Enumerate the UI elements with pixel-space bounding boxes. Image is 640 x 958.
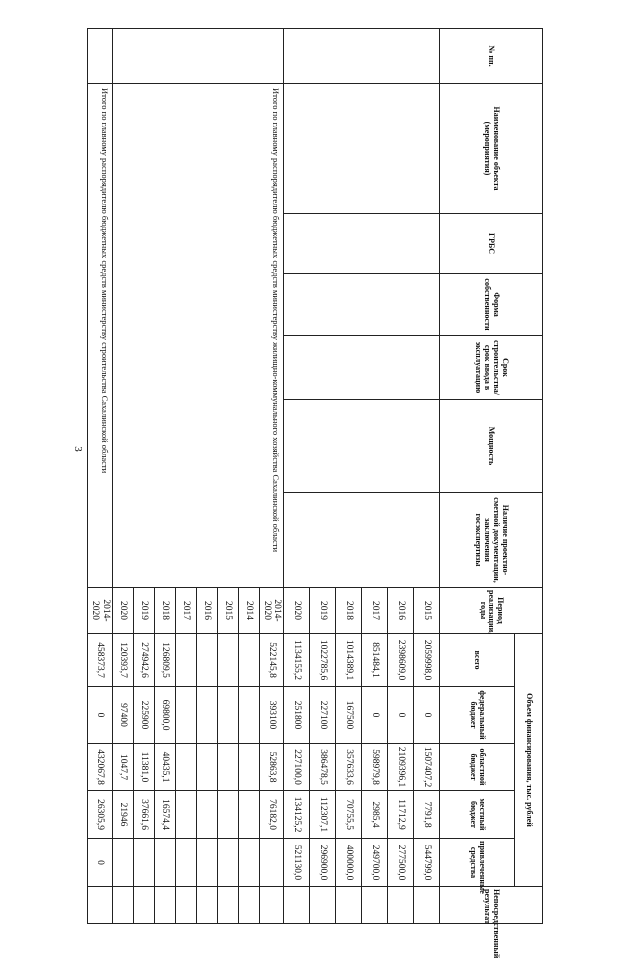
table-row: [88, 29, 113, 924]
cell-total: 274942,6: [134, 634, 155, 687]
cell-attracted: [260, 839, 284, 887]
cell-no: [113, 29, 284, 84]
cell-attracted: [113, 839, 134, 887]
cell-period: 2020: [113, 588, 134, 634]
cell-total: 126809,5: [155, 634, 176, 687]
header-construction: Срок строительства/срок ввода в эксплуатацию: [440, 336, 543, 400]
cell-total: [239, 634, 260, 687]
table-row: [260, 29, 284, 924]
cell-federal: 167500: [336, 687, 362, 744]
header-total: всего: [440, 634, 515, 687]
cell-empty: [284, 214, 440, 274]
cell-federal: 393100: [260, 687, 284, 744]
cell-attracted: 0: [88, 839, 113, 887]
group-label: Итого по главному распорядителю бюджетных средств министерству жилищно-коммунального хозяйства Сахалинской области: [113, 84, 284, 588]
page-number: 3: [71, 446, 84, 452]
cell-result: [113, 887, 134, 924]
cell-local: 26305,9: [88, 791, 113, 839]
cell-total: 458373,7: [88, 634, 113, 687]
rotated-table-wrapper: [90, 28, 543, 958]
cell-federal: [239, 687, 260, 744]
cell-attracted: 296900,0: [310, 839, 336, 887]
cell-federal: 227100: [310, 687, 336, 744]
cell-period: 2020: [284, 588, 310, 634]
cell-local: 2985,4: [362, 791, 388, 839]
cell-result: [239, 887, 260, 924]
cell-period: 2017: [362, 588, 388, 634]
financing-table: [87, 28, 543, 958]
cell-result: [218, 887, 239, 924]
cell-result: [310, 887, 336, 924]
cell-period: 2019: [310, 588, 336, 634]
cell-total: 2059998,0: [414, 634, 440, 687]
cell-no: [88, 29, 113, 84]
cell-regional: 52863,8: [260, 744, 284, 791]
cell-attracted: 277500,0: [388, 839, 414, 887]
cell-regional: 11381,0: [134, 744, 155, 791]
cell-result: [388, 887, 414, 924]
cell-empty: [284, 274, 440, 336]
cell-total: 1022785,6: [310, 634, 336, 687]
cell-federal: 0: [388, 687, 414, 744]
cell-period: 2014: [239, 588, 260, 634]
header-capacity: Мощность: [440, 400, 543, 493]
header-local: местный бюджет: [440, 791, 515, 839]
cell-empty: [284, 493, 440, 588]
cell-local: 7791,8: [414, 791, 440, 839]
cell-federal: 69800,0: [155, 687, 176, 744]
cell-period: 2014-2020: [88, 588, 113, 634]
header-ownership: Форма собственности: [440, 274, 543, 336]
cell-result: [134, 887, 155, 924]
group-label: Итого по главному распорядителю бюджетных средств министерству строительства Сахалинской области: [88, 84, 113, 588]
header-attracted: привлеченные средства: [440, 839, 515, 887]
cell-local: 16574,4: [155, 791, 176, 839]
cell-period: 2016: [197, 588, 218, 634]
cell-attracted: [239, 839, 260, 887]
cell-federal: 0: [88, 687, 113, 744]
cell-local: 112307,1: [310, 791, 336, 839]
table-body: [88, 29, 543, 958]
cell-federal: 0: [414, 687, 440, 744]
cell-local: [218, 791, 239, 839]
cell-local: [176, 791, 197, 839]
cell-result: [155, 887, 176, 924]
cell-regional: [176, 744, 197, 791]
cell-attracted: [197, 839, 218, 887]
cell-regional: 432067,8: [88, 744, 113, 791]
cell-federal: 97400: [113, 687, 134, 744]
cell-federal: 225900: [134, 687, 155, 744]
cell-result: [260, 887, 284, 924]
cell-local: [239, 791, 260, 839]
header-psd: Наличие проектно-сметной документации, заключения госэкспертизы: [440, 493, 543, 588]
cell-regional: [239, 744, 260, 791]
cell-attracted: [155, 839, 176, 887]
cell-regional: 1047,7: [113, 744, 134, 791]
cell-total: 1014389,1: [336, 634, 362, 687]
cell-total: [218, 634, 239, 687]
cell-result: [176, 887, 197, 924]
header-federal: федеральный бюджет: [440, 687, 515, 744]
header-grbs: ГРБС: [440, 214, 543, 274]
cell-regional: 386478,5: [310, 744, 336, 791]
cell-result: [362, 887, 388, 924]
cell-federal: [197, 687, 218, 744]
cell-period: 2018: [336, 588, 362, 634]
cell-empty: [284, 400, 440, 493]
cell-result: [88, 887, 113, 924]
cell-no: [284, 29, 440, 84]
cell-regional: 40435,1: [155, 744, 176, 791]
cell-empty: [284, 336, 440, 400]
cell-period: 2018: [155, 588, 176, 634]
cell-federal: 0: [362, 687, 388, 744]
cell-period: 2015: [218, 588, 239, 634]
cell-local: [197, 791, 218, 839]
cell-period: 2019: [134, 588, 155, 634]
header-funding: Объем финансирования, тыс. рублей: [515, 634, 543, 887]
cell-period: 2014-2020: [260, 588, 284, 634]
cell-federal: [176, 687, 197, 744]
cell-attracted: [176, 839, 197, 887]
cell-period: 2017: [176, 588, 197, 634]
cell-period: 2016: [388, 588, 414, 634]
header-no: № пп.: [440, 29, 543, 84]
cell-result: [336, 887, 362, 924]
cell-regional: 598979,8: [362, 744, 388, 791]
cell-period: 2015: [414, 588, 440, 634]
cell-total: [176, 634, 197, 687]
cell-result: [414, 887, 440, 924]
header-result: Непосредственный результат: [440, 887, 543, 924]
cell-local: 134125,2: [284, 791, 310, 839]
cell-local: 70755,5: [336, 791, 362, 839]
header-period: Период реализации, годы: [440, 588, 543, 634]
cell-regional: 357633,6: [336, 744, 362, 791]
header-row-1: [515, 29, 543, 924]
table-row: [414, 29, 440, 924]
cell-regional: 2109396,1: [388, 744, 414, 791]
cell-federal: 251800: [284, 687, 310, 744]
cell-federal: [218, 687, 239, 744]
cell-attracted: [134, 839, 155, 887]
cell-regional: 1507407,2: [414, 744, 440, 791]
cell-attracted: 249700,0: [362, 839, 388, 887]
cell-name: [284, 84, 440, 214]
cell-total: 851484,1: [362, 634, 388, 687]
cell-total: 2398609,0: [388, 634, 414, 687]
cell-attracted: [218, 839, 239, 887]
header-name: Наименование объекта (мероприятия): [440, 84, 543, 214]
cell-result: [197, 887, 218, 924]
cell-attracted: 544799,0: [414, 839, 440, 887]
cell-regional: [197, 744, 218, 791]
header-regional: областной бюджет: [440, 744, 515, 791]
cell-local: 76182,0: [260, 791, 284, 839]
cell-total: 1134155,2: [284, 634, 310, 687]
cell-total: 120393,7: [113, 634, 134, 687]
cell-local: 11712,9: [388, 791, 414, 839]
cell-attracted: 400000,0: [336, 839, 362, 887]
cell-regional: [218, 744, 239, 791]
cell-attracted: 521130,0: [284, 839, 310, 887]
cell-total: 522145,8: [260, 634, 284, 687]
cell-local: 21946: [113, 791, 134, 839]
cell-local: 37661,6: [134, 791, 155, 839]
cell-result: [284, 887, 310, 924]
cell-regional: 227100,0: [284, 744, 310, 791]
cell-total: [197, 634, 218, 687]
